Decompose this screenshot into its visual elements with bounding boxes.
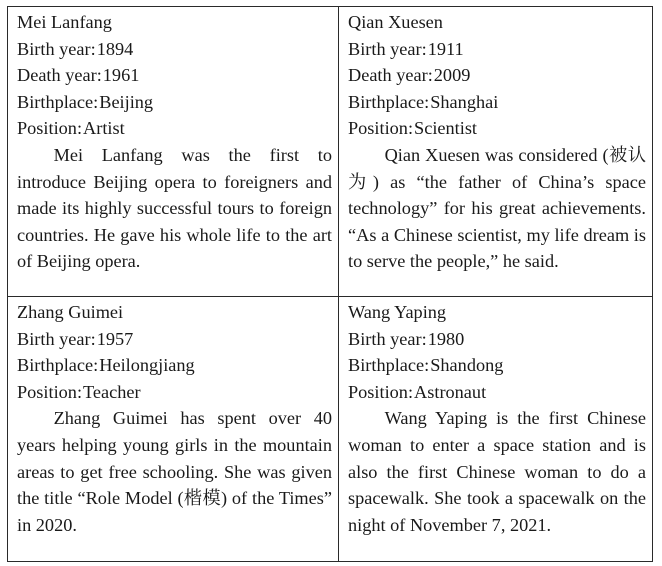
field-value: 1911 bbox=[427, 38, 464, 59]
field-value: Teacher bbox=[83, 381, 141, 402]
birthplace-row bbox=[348, 352, 646, 379]
description: Mei Lanfang was the first to introduce Beijing opera to foreigners and made its highly successful tours to foreign countries. He gave his whole life to the art of Beijing opera. bbox=[17, 144, 332, 272]
profile-table bbox=[7, 6, 653, 562]
field-label: Birth year : bbox=[17, 329, 97, 349]
position-row bbox=[348, 115, 646, 142]
birthplace-row bbox=[17, 89, 332, 116]
profile-card-mei-lanfang bbox=[8, 7, 339, 297]
field-label: Position : bbox=[348, 118, 414, 138]
profile-card-wang-yaping bbox=[339, 297, 652, 561]
profile-card-qian-xuesen bbox=[339, 7, 652, 297]
field-label: Birth year : bbox=[348, 39, 428, 59]
field-label: Birth year : bbox=[348, 329, 428, 349]
birthplace-row bbox=[348, 89, 646, 116]
field-value: 1894 bbox=[96, 38, 134, 59]
field-value: 2009 bbox=[433, 65, 471, 86]
position-row bbox=[17, 379, 332, 406]
description: Zhang Guimei has spent over 40 years helping young girls in the mountain areas to get free schooling. She was given the title “Role Model (楷模) of the Times” in 2020. bbox=[17, 408, 332, 535]
field-label: Death year : bbox=[17, 65, 103, 85]
field-value: 1980 bbox=[427, 328, 465, 349]
field-value: Artist bbox=[83, 118, 125, 139]
field-label: Birthplace : bbox=[348, 355, 430, 375]
person-name: Mei Lanfang bbox=[17, 12, 112, 32]
birth-year-row bbox=[348, 326, 646, 353]
profile-card-zhang-guimei bbox=[8, 297, 339, 561]
birth-year-row bbox=[348, 36, 646, 63]
field-value: Scientist bbox=[414, 118, 478, 139]
field-value: 1961 bbox=[102, 65, 140, 86]
field-label: Death year : bbox=[348, 65, 434, 85]
field-value: Beijing bbox=[99, 91, 154, 112]
position-row bbox=[17, 115, 332, 142]
field-label: Birthplace : bbox=[348, 92, 430, 112]
field-value: Shandong bbox=[430, 355, 504, 376]
person-name: Zhang Guimei bbox=[17, 302, 124, 322]
field-value: 1957 bbox=[96, 328, 134, 349]
field-value: Heilongjiang bbox=[99, 355, 195, 376]
field-label: Position : bbox=[17, 118, 83, 138]
birthplace-row bbox=[17, 352, 332, 379]
field-value: Astronaut bbox=[414, 381, 487, 402]
field-label: Position : bbox=[348, 382, 414, 402]
description: Wang Yaping is the first Chinese woman to enter a space station and is also the first Chinese woman to do a spacewalk. She took a spacewalk on the night of November 7, 2021. bbox=[348, 408, 646, 535]
death-year-row bbox=[17, 62, 332, 89]
position-row bbox=[348, 379, 646, 406]
birth-year-row bbox=[17, 326, 332, 353]
birth-year-row bbox=[17, 36, 332, 63]
person-name: Qian Xuesen bbox=[348, 12, 443, 32]
description: Qian Xuesen was considered (被认为) as “the father of China’s space technology” for his great achievements. “As a Chinese scientist, my life dream is to serve the people,” he said. bbox=[348, 144, 646, 272]
field-label: Birthplace : bbox=[17, 92, 99, 112]
person-name: Wang Yaping bbox=[348, 302, 447, 322]
death-year-row bbox=[348, 62, 646, 89]
field-label: Birthplace : bbox=[17, 355, 99, 375]
field-label: Birth year : bbox=[17, 39, 97, 59]
field-label: Position : bbox=[17, 382, 83, 402]
field-value: Shanghai bbox=[430, 91, 499, 112]
